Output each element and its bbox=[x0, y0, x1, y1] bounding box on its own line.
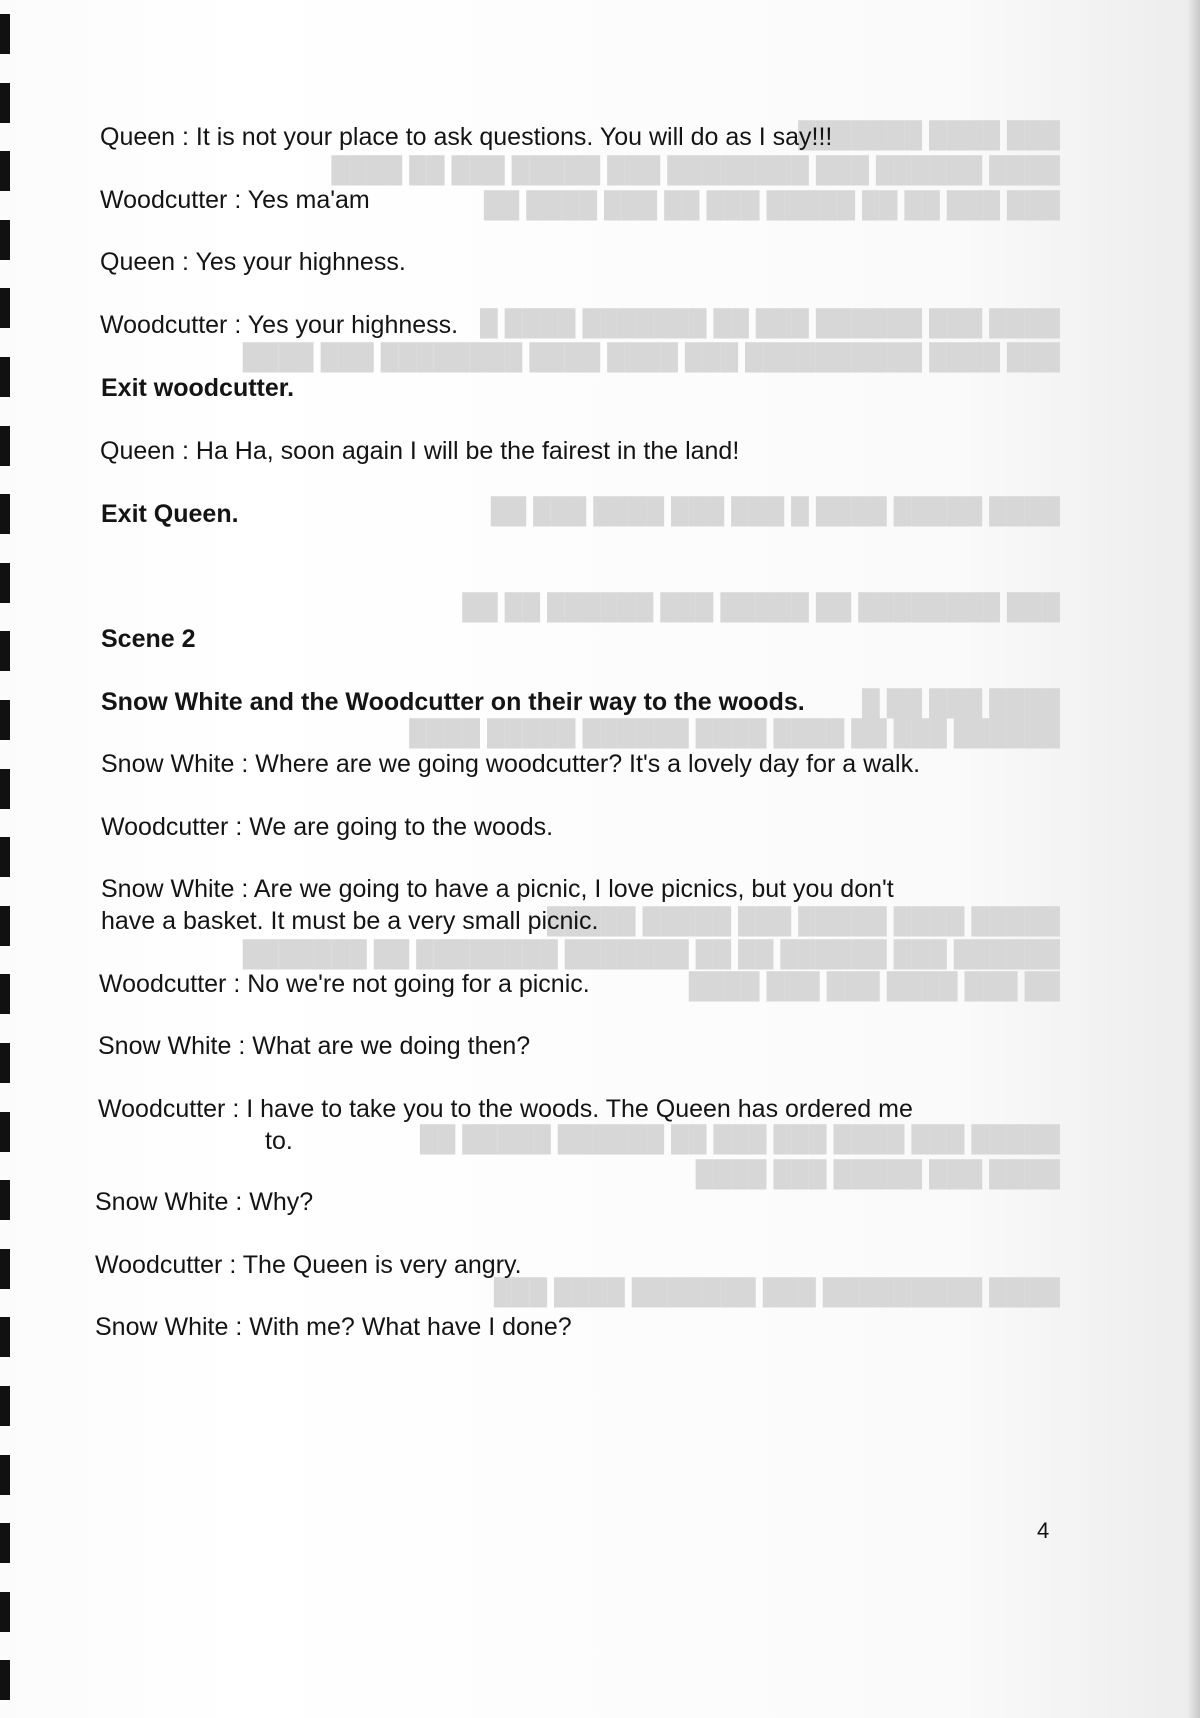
stage-direction: Snow White and the Woodcutter on their way to the woods. bbox=[101, 688, 805, 716]
speaker-separator: : bbox=[234, 750, 256, 778]
binding-hole bbox=[0, 700, 10, 740]
binding-hole bbox=[0, 151, 10, 191]
speaker-separator: : bbox=[222, 1251, 243, 1279]
dialogue-continuation: to. bbox=[265, 1127, 293, 1155]
binding-hole bbox=[0, 631, 10, 671]
dialogue-continuation: have a basket. It must be a very small picnic. bbox=[101, 907, 599, 935]
speaker-name: Woodcutter bbox=[98, 1095, 226, 1123]
speaker-name: Snow White bbox=[95, 1313, 229, 1341]
scene-heading: Scene 2 bbox=[101, 625, 196, 653]
speaker-separator: : bbox=[175, 123, 196, 151]
binding-hole bbox=[0, 426, 10, 466]
speaker-separator: : bbox=[228, 813, 250, 841]
speaker-name: Snow White bbox=[101, 875, 235, 903]
dialogue-text: Yes your highness. bbox=[195, 248, 406, 276]
dialogue-line bbox=[101, 747, 920, 781]
dialogue-line bbox=[98, 1092, 913, 1126]
dialogue-line bbox=[100, 120, 832, 154]
dialogue-line bbox=[101, 810, 553, 844]
binding-hole bbox=[0, 1660, 10, 1700]
binding-hole bbox=[0, 357, 10, 397]
dialogue-text: I have to take you to the woods. The Queen has ordered me bbox=[246, 1095, 913, 1123]
dialogue-line bbox=[99, 967, 590, 1001]
dialogue-text: With me? What have I done? bbox=[249, 1313, 572, 1341]
binding-hole bbox=[0, 974, 10, 1014]
binding-hole bbox=[0, 494, 10, 534]
dialogue-text: Ha Ha, soon again I will be the fairest in the land! bbox=[195, 437, 740, 465]
dialogue-text: Are we going to have a picnic, I love picnics, but you don't bbox=[253, 875, 894, 903]
dialogue-line bbox=[100, 434, 739, 468]
speaker-separator: : bbox=[226, 970, 248, 998]
dialogue-text: Yes your highness. bbox=[247, 311, 459, 339]
page-edge-shadow bbox=[1186, 0, 1200, 1718]
dialogue-line bbox=[95, 1310, 572, 1344]
stage-direction: Exit Queen. bbox=[101, 500, 239, 528]
dialogue-line bbox=[100, 245, 406, 279]
spiral-binding-holes bbox=[0, 0, 14, 1718]
binding-hole bbox=[0, 1455, 10, 1495]
binding-hole bbox=[0, 220, 10, 260]
dialogue-line bbox=[95, 1185, 313, 1219]
stage-direction: Exit woodcutter. bbox=[101, 374, 295, 402]
dialogue-text: Where are we going woodcutter? It's a lovely day for a walk. bbox=[255, 750, 921, 778]
binding-hole bbox=[0, 1317, 10, 1357]
bleed-through-texture: ███████ ████ ███ ████ ██ ███ █████ ███ ████████ ███ ██████ ████ ██ ████ ███ ██ ███ █████ ██ ██ ███ ███ █ ████ ███████ ██ ███ ██████ ███ ████ ████ ███ ████████ ████ ████ ███ ██████████ ████ ███ ██ ███ ████ ███ ███ █ ████ █████ ████ ██ ██ ██████ ███ █████ ██ ████████ ███ █ ██ ███ ████ ████ █████ ██████ ████ ████ ██ ███ ██████ █████ █████ ███ █████ ████ █████ ███████ ██ ████████ ███████ ██ ██ ██████ ███ ██████ ████ ███ ███ ████ ███ ██ ██ █████ ██████ ██ ███ ███ ████ ███ █████ ████ ███ █████ ███ ████ ███ ████ ███████ ███ █████████ ████ bbox=[242, 121, 1060, 1306]
binding-hole bbox=[0, 14, 10, 54]
dialogue-text: No we're not going for a picnic. bbox=[247, 970, 590, 998]
speaker-separator: : bbox=[225, 1095, 247, 1123]
binding-hole bbox=[0, 288, 10, 328]
speaker-separator: : bbox=[175, 437, 196, 465]
dialogue-line bbox=[98, 1029, 530, 1063]
speaker-name: Queen bbox=[100, 437, 176, 465]
binding-hole bbox=[0, 1249, 10, 1289]
speaker-name: Snow White bbox=[98, 1032, 232, 1060]
binding-hole bbox=[0, 1592, 10, 1632]
dialogue-text: Why? bbox=[249, 1188, 314, 1216]
dialogue-text: Yes ma'am bbox=[247, 186, 370, 214]
speaker-name: Snow White bbox=[101, 750, 235, 778]
speaker-separator: : bbox=[228, 1313, 250, 1341]
speaker-separator: : bbox=[231, 1032, 253, 1060]
binding-hole bbox=[0, 1523, 10, 1563]
binding-hole bbox=[0, 1112, 10, 1152]
binding-hole bbox=[0, 1386, 10, 1426]
speaker-separator: : bbox=[228, 1188, 250, 1216]
dialogue-line bbox=[100, 183, 370, 217]
binding-hole bbox=[0, 563, 10, 603]
dialogue-text: The Queen is very angry. bbox=[242, 1251, 522, 1279]
speaker-name: Woodcutter bbox=[100, 311, 228, 339]
binding-hole bbox=[0, 83, 10, 123]
speaker-name: Woodcutter bbox=[95, 1251, 223, 1279]
speaker-separator: : bbox=[227, 186, 248, 214]
binding-hole bbox=[0, 837, 10, 877]
dialogue-text: It is not your place to ask questions. You will do as I say!!! bbox=[195, 123, 833, 151]
speaker-name: Queen bbox=[100, 123, 176, 151]
dialogue-text: We are going to the woods. bbox=[249, 813, 554, 841]
page-number: 4 bbox=[1037, 1518, 1050, 1543]
speaker-separator: : bbox=[175, 248, 196, 276]
speaker-separator: : bbox=[234, 875, 254, 903]
dialogue-line bbox=[100, 308, 458, 342]
speaker-name: Woodcutter bbox=[100, 186, 228, 214]
binding-hole bbox=[0, 1180, 10, 1220]
binding-hole bbox=[0, 906, 10, 946]
binding-hole bbox=[0, 769, 10, 809]
dialogue-text: What are we doing then? bbox=[252, 1032, 531, 1060]
binding-hole bbox=[0, 1043, 10, 1083]
speaker-name: Snow White bbox=[95, 1188, 229, 1216]
dialogue-line bbox=[95, 1248, 522, 1282]
speaker-name: Woodcutter bbox=[99, 970, 227, 998]
speaker-name: Queen bbox=[100, 248, 176, 276]
speaker-name: Woodcutter bbox=[101, 813, 229, 841]
speaker-separator: : bbox=[227, 311, 248, 339]
dialogue-line bbox=[101, 872, 894, 906]
